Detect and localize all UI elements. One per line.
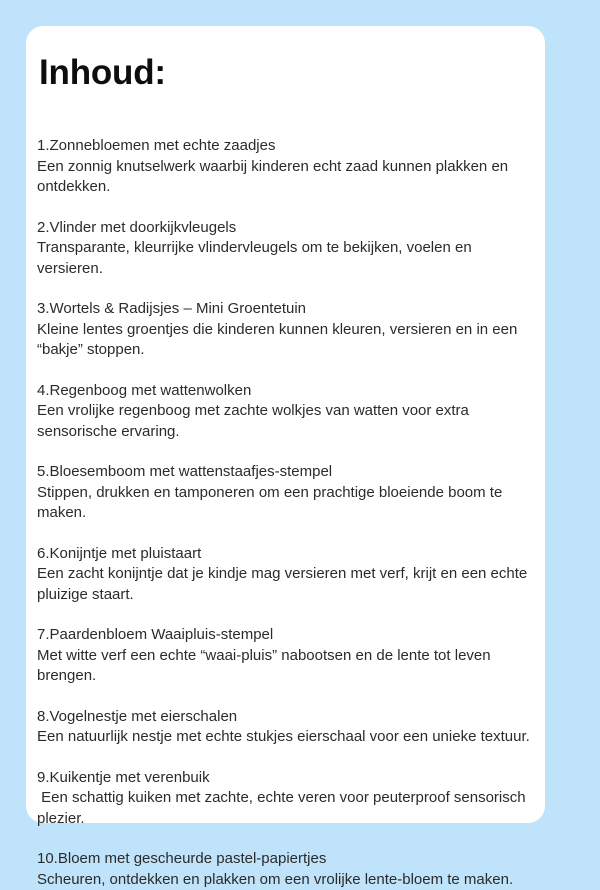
list-item-title: 6.Konijntje met pluistaart (37, 544, 537, 565)
list-item-description: Een schattig kuiken met zachte, echte veren voor peuterproof sensorisch plezier. (37, 788, 537, 829)
content-card (26, 26, 545, 823)
list-item-description: Een zacht konijntje dat je kindje mag versieren met verf, krijt en een echte pluizige staart. (37, 564, 537, 605)
title-spacer (37, 94, 537, 136)
list-item (37, 136, 537, 218)
list-item (37, 768, 537, 850)
list-item-description: Stippen, drukken en tamponeren om een prachtige bloeiende boom te maken. (37, 483, 537, 524)
list-item-description: Transparante, kleurrijke vlindervleugels om te bekijken, voelen en versieren. (37, 238, 537, 279)
list-item-title: 1.Zonnebloemen met echte zaadjes (37, 136, 537, 157)
list-item-title: 5.Bloesemboom met wattenstaafjes-stempel (37, 462, 537, 483)
list-item-title: 3.Wortels & Radijsjes – Mini Groentetuin (37, 299, 537, 320)
list-item-description: Een zonnig knutselwerk waarbij kinderen echt zaad kunnen plakken en ontdekken. (37, 157, 537, 198)
list-item (37, 218, 537, 300)
list-item-title: 10.Bloem met gescheurde pastel-papiertjes (37, 849, 537, 870)
list-item (37, 462, 537, 544)
list-item (37, 849, 537, 890)
list-item-description: Een natuurlijk nestje met echte stukjes eierschaal voor een unieke textuur. (37, 727, 537, 748)
list-item-title: 4.Regenboog met wattenwolken (37, 381, 537, 402)
list-item (37, 544, 537, 626)
list-item (37, 299, 537, 381)
list-item-title: 8.Vogelnestje met eierschalen (37, 707, 537, 728)
list-item (37, 707, 537, 768)
content-list (37, 136, 537, 890)
list-item (37, 625, 537, 707)
list-item-description: Kleine lentes groentjes die kinderen kunnen kleuren, versieren en in een “bakje” stoppen. (37, 320, 537, 361)
list-item (37, 381, 537, 463)
list-item-description: Een vrolijke regenboog met zachte wolkjes van watten voor extra sensorische ervaring. (37, 401, 537, 442)
list-item-description: Met witte verf een echte “waai-pluis” nabootsen en de lente tot leven brengen. (37, 646, 537, 687)
list-item-title: 7.Paardenbloem Waaipluis-stempel (37, 625, 537, 646)
list-item-description: Scheuren, ontdekken en plakken om een vrolijke lente-bloem te maken. (37, 870, 537, 890)
list-item-title: 9.Kuikentje met verenbuik (37, 768, 537, 789)
page-title: Inhoud: (37, 40, 537, 94)
list-item-title: 2.Vlinder met doorkijkvleugels (37, 218, 537, 239)
